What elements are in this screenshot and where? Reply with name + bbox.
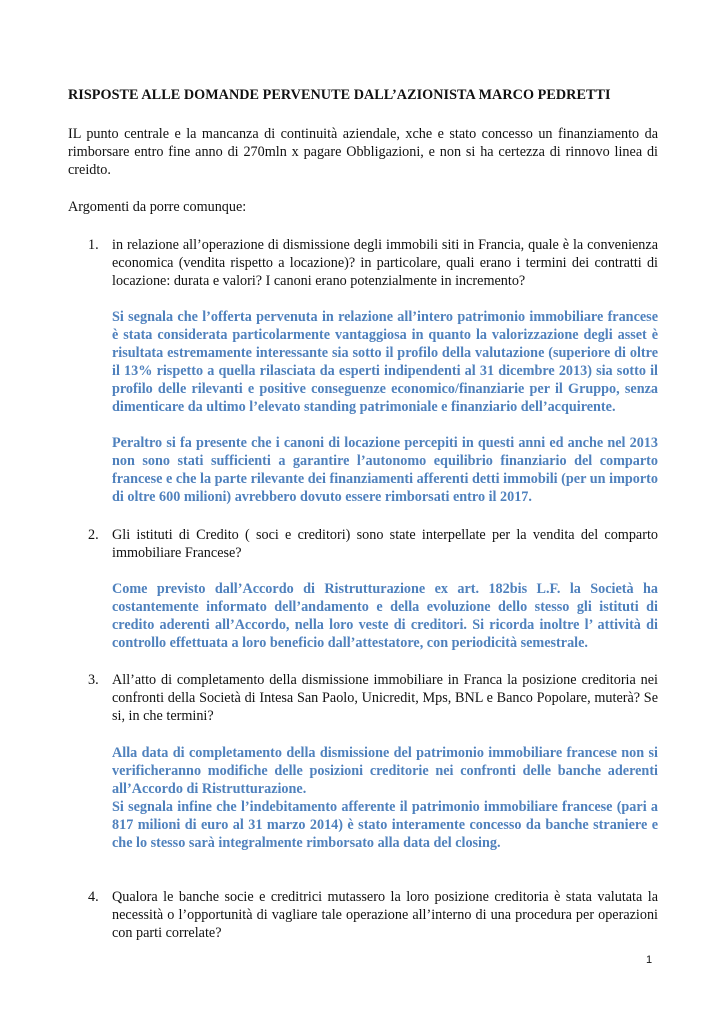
question-item [68, 888, 658, 942]
question-text: Gli istituti di Credito ( soci e creditori) sono state interpellate per la vendita del comparto immobiliare Francese? [112, 527, 658, 561]
item-number: 3. [88, 672, 99, 688]
question-text: Qualora le banche socie e creditrici mutassero la loro posizione creditoria è stata valutata la necessità o l’opportunità di vagliare tale operazione all’interno di una procedura per operazioni con parti correlate? [112, 889, 658, 941]
question-item [68, 236, 658, 506]
document-body [68, 86, 658, 942]
answer-text: Si segnala che l’offerta pervenuta in relazione all’intero patrimonio immobiliare francese è stata considerata particolarmente vantaggiosa in quanto la valorizzazione degli asset è risultata estremamente interessante sia sotto il profilo della valutazione (superiore di oltre il 13% rispetto a quella rilasciata da esperti indipendenti al 31 dicembre 2013) sia sotto il profilo delle rilevanti e positive conseguenze economico/finanziarie per il Gruppo, senza dimenticare da ultimo l’elevato standing patrimoniale e finanziario dell’acquirente. [112, 309, 658, 415]
question-text: in relazione all’operazione di dismissione degli immobili siti in Francia, quale è la convenienza economica (vendita rispetto a locazione)? in particolare, quali erano i termini dei contratti di locazione: durata e valori? I canoni erano potenzialmente in incremento? [112, 237, 658, 289]
item-number: 2. [88, 527, 99, 543]
question-item [68, 526, 658, 652]
page-number: 1 [646, 954, 653, 966]
answer-text: Come previsto dall’Accordo di Ristrutturazione ex art. 182bis L.F. la Società ha costantemente informato dell’andamento e della evoluzione dello stesso gli istituti di credito aderenti all’Accordo, nella loro veste di creditori. Si ricorda inoltre l’ attività di controllo effettuata a loro beneficio dall’attestatore, con periodicità semestrale. [112, 581, 658, 651]
document-title: RISPOSTE ALLE DOMANDE PERVENUTE DALL’AZIONISTA MARCO PEDRETTI [68, 87, 611, 103]
question-item [68, 671, 658, 852]
question-text: All’atto di completamento della dismissione immobiliare in Franca la posizione creditoria nei confronti della Società di Intesa San Paolo, Unicredit, Mps, BNL e Banco Popolare, muterà? Se si, in che termini? [112, 672, 658, 724]
intro-paragraph: IL punto centrale e la mancanza di continuità aziendale, xche e stato concesso un finanziamento da rimborsare entro fine anno di 270mln x pagare Obbligazioni, e non si ha certezza di rinnovo linea di creidto. [68, 126, 658, 178]
answer-text: Peraltro si fa presente che i canoni di locazione percepiti in questi anni ed anche nel 2013 non sono stati sufficienti a garantire l’autonomo equilibrio finanziario del comparto francese e che la parte rilevante dei finanziamenti afferenti detti immobili (per un importo di oltre 600 milioni) avrebbero dovuto essere rimborsati entro il 2017. [112, 435, 658, 505]
item-number: 1. [88, 237, 99, 253]
lead-paragraph: Argomenti da porre comunque: [68, 199, 247, 215]
answer-text: Alla data di completamento della dismissione del patrimonio immobiliare francese non si verificheranno modifiche delle posizioni creditorie nei confronti delle banche aderenti all’Accordo di Ristrutturazione. [112, 745, 658, 797]
answer-text: Si segnala infine che l’indebitamento afferente il patrimonio immobiliare francese (pari a 817 milioni di euro al 31 marzo 2014) è stato interamente concesso da banche straniere e che lo stesso sarà integralmente rimborsato alla data del closing. [112, 799, 658, 851]
item-number: 4. [88, 889, 99, 905]
